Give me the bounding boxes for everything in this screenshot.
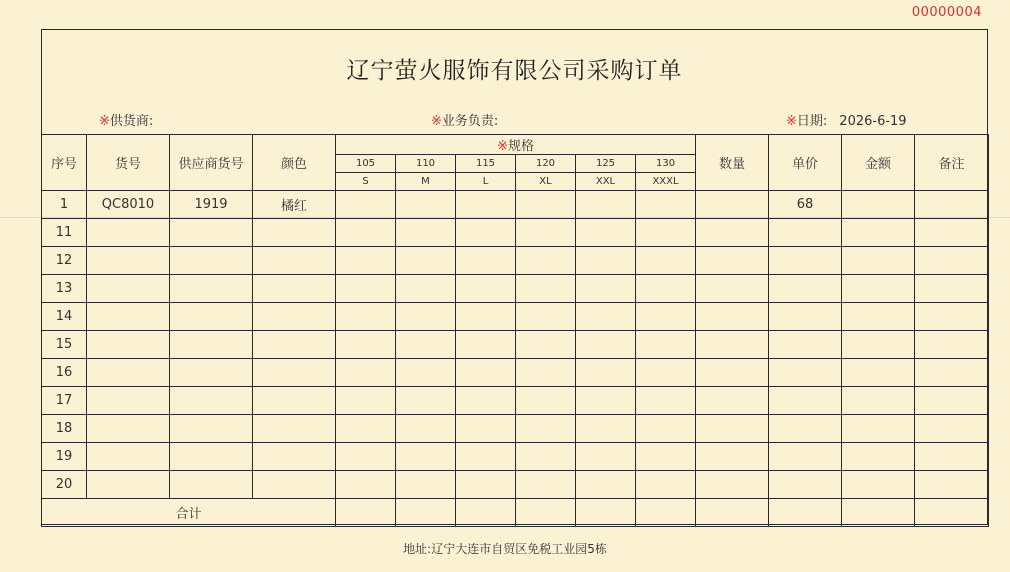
manager-label: 业务负责:	[441, 114, 499, 129]
seq-cell: 19	[42, 443, 87, 471]
size-qty-cell[interactable]	[636, 303, 696, 331]
table-row	[42, 387, 989, 415]
unit-price-cell[interactable]	[769, 443, 842, 471]
required-mark: ※	[99, 114, 110, 129]
note-cell[interactable]	[915, 359, 989, 387]
size-qty-cell[interactable]	[456, 191, 516, 219]
supplier-item-no-cell[interactable]	[170, 359, 253, 387]
header-color: 颜色	[253, 135, 336, 191]
size-qty-cell[interactable]	[516, 191, 576, 219]
size-qty-cell[interactable]	[456, 443, 516, 471]
header-item-no: 货号	[87, 135, 170, 191]
size-qty-cell[interactable]	[336, 219, 396, 247]
size-qty-cell[interactable]	[576, 303, 636, 331]
size-qty-cell[interactable]	[396, 247, 456, 275]
size-qty-cell[interactable]	[336, 303, 396, 331]
unit-price-cell[interactable]: 68	[769, 191, 842, 219]
size-qty-cell[interactable]	[396, 387, 456, 415]
color-cell[interactable]	[253, 331, 336, 359]
size-qty-cell[interactable]	[336, 387, 396, 415]
date-label: 日期:	[796, 114, 828, 129]
unit-price-cell[interactable]	[769, 303, 842, 331]
seq-cell: 20	[42, 471, 87, 499]
supplier-item-no-cell[interactable]	[170, 443, 253, 471]
supplier-item-no-cell[interactable]	[170, 219, 253, 247]
size-label: M	[396, 173, 456, 191]
size-qty-cell[interactable]	[336, 443, 396, 471]
total-cell[interactable]	[576, 499, 636, 527]
size-qty-cell[interactable]	[516, 387, 576, 415]
table-row	[42, 415, 989, 443]
item-no-cell[interactable]	[87, 219, 170, 247]
seq-cell: 15	[42, 331, 87, 359]
supplier-item-no-cell[interactable]	[170, 387, 253, 415]
unit-price-cell[interactable]	[769, 275, 842, 303]
required-mark: ※	[431, 114, 442, 129]
supplier-item-no-cell[interactable]	[170, 331, 253, 359]
size-qty-cell[interactable]	[516, 443, 576, 471]
total-cell[interactable]	[516, 499, 576, 527]
item-no-cell[interactable]	[87, 275, 170, 303]
size-qty-cell[interactable]	[336, 415, 396, 443]
note-cell[interactable]	[915, 331, 989, 359]
size-qty-cell[interactable]	[456, 415, 516, 443]
purchase-order-sheet	[41, 29, 988, 525]
table-row	[42, 191, 989, 219]
unit-price-cell[interactable]	[769, 415, 842, 443]
table-row	[42, 471, 989, 499]
unit-price-cell[interactable]	[769, 247, 842, 275]
size-qty-cell[interactable]	[576, 331, 636, 359]
size-qty-cell[interactable]	[456, 247, 516, 275]
size-qty-cell[interactable]	[636, 275, 696, 303]
size-qty-cell[interactable]	[576, 191, 636, 219]
size-qty-cell[interactable]	[396, 331, 456, 359]
supplier-label: 供货商:	[109, 114, 154, 129]
size-qty-cell[interactable]	[456, 359, 516, 387]
qty-cell[interactable]	[696, 387, 769, 415]
size-qty-cell[interactable]	[516, 219, 576, 247]
required-mark: ※	[786, 114, 797, 129]
header-qty: 数量	[696, 135, 769, 191]
seq-cell: 13	[42, 275, 87, 303]
qty-cell[interactable]	[696, 219, 769, 247]
size-qty-cell[interactable]	[636, 331, 696, 359]
size-qty-cell[interactable]	[336, 191, 396, 219]
amount-cell[interactable]	[842, 303, 915, 331]
size-qty-cell[interactable]	[576, 471, 636, 499]
size-qty-cell[interactable]	[336, 331, 396, 359]
seq-cell: 17	[42, 387, 87, 415]
seq-cell: 14	[42, 303, 87, 331]
unit-price-cell[interactable]	[769, 387, 842, 415]
size-qty-cell[interactable]	[636, 415, 696, 443]
date-value[interactable]: 2026-6-19	[839, 114, 907, 129]
header-spec	[336, 135, 696, 155]
size-qty-cell[interactable]	[396, 303, 456, 331]
amount-cell[interactable]	[842, 471, 915, 499]
supplier-item-no-cell[interactable]	[170, 303, 253, 331]
table-row	[42, 443, 989, 471]
size-qty-cell[interactable]	[636, 247, 696, 275]
color-cell[interactable]	[253, 303, 336, 331]
color-cell[interactable]: 橘红	[253, 191, 336, 219]
seq-cell: 12	[42, 247, 87, 275]
color-cell[interactable]	[253, 443, 336, 471]
size-qty-cell[interactable]	[396, 415, 456, 443]
date-field	[786, 110, 907, 129]
supplier-item-no-cell[interactable]	[170, 471, 253, 499]
size-qty-cell[interactable]	[396, 191, 456, 219]
color-cell[interactable]	[253, 387, 336, 415]
order-title: 辽宁萤火服饰有限公司采购订单	[346, 58, 683, 84]
color-cell[interactable]	[253, 247, 336, 275]
size-qty-cell[interactable]	[516, 331, 576, 359]
size-number: 125	[576, 155, 636, 173]
note-cell[interactable]	[915, 471, 989, 499]
size-number: 120	[516, 155, 576, 173]
total-cell[interactable]	[456, 499, 516, 527]
note-cell[interactable]	[915, 275, 989, 303]
qty-cell[interactable]	[696, 359, 769, 387]
size-qty-cell[interactable]	[396, 443, 456, 471]
note-cell[interactable]	[915, 387, 989, 415]
size-qty-cell[interactable]	[336, 471, 396, 499]
size-qty-cell[interactable]	[516, 359, 576, 387]
size-qty-cell[interactable]	[396, 471, 456, 499]
size-number: 105	[336, 155, 396, 173]
qty-cell[interactable]	[696, 331, 769, 359]
color-cell[interactable]	[253, 415, 336, 443]
note-cell[interactable]	[915, 219, 989, 247]
size-label: L	[456, 173, 516, 191]
total-cell[interactable]	[636, 499, 696, 527]
item-no-cell[interactable]	[87, 387, 170, 415]
size-qty-cell[interactable]	[456, 331, 516, 359]
address-footer: 地址:辽宁大连市自贸区免税工业园5栋	[403, 542, 607, 556]
size-label: XXL	[576, 173, 636, 191]
qty-cell[interactable]	[696, 443, 769, 471]
seq-cell: 11	[42, 219, 87, 247]
size-qty-cell[interactable]	[636, 359, 696, 387]
total-cell[interactable]	[915, 499, 989, 527]
item-no-cell[interactable]: QC8010	[87, 191, 170, 219]
header-seq: 序号	[42, 135, 87, 191]
qty-cell[interactable]	[696, 275, 769, 303]
item-no-cell[interactable]	[87, 359, 170, 387]
table-row	[42, 219, 989, 247]
total-label: 合计	[42, 499, 336, 527]
size-qty-cell[interactable]	[336, 247, 396, 275]
total-row	[42, 499, 989, 527]
item-no-cell[interactable]	[87, 303, 170, 331]
size-qty-cell[interactable]	[456, 387, 516, 415]
header-spec-label: 规格	[507, 139, 534, 154]
color-cell[interactable]	[253, 471, 336, 499]
table-row	[42, 247, 989, 275]
size-qty-cell[interactable]	[576, 219, 636, 247]
note-cell[interactable]	[915, 303, 989, 331]
total-cell[interactable]	[396, 499, 456, 527]
size-qty-cell[interactable]	[336, 359, 396, 387]
header-note: 备注	[915, 135, 989, 191]
item-no-cell[interactable]	[87, 415, 170, 443]
manager-field	[431, 110, 510, 129]
size-number: 115	[456, 155, 516, 173]
seq-cell: 1	[42, 191, 87, 219]
size-qty-cell[interactable]	[636, 471, 696, 499]
size-qty-cell[interactable]	[576, 443, 636, 471]
qty-cell[interactable]	[696, 471, 769, 499]
amount-cell[interactable]	[842, 191, 915, 219]
table-row	[42, 359, 989, 387]
amount-cell[interactable]	[842, 387, 915, 415]
size-qty-cell[interactable]	[456, 219, 516, 247]
header-supplier-item-no: 供应商货号	[170, 135, 253, 191]
qty-cell[interactable]	[696, 303, 769, 331]
amount-cell[interactable]	[842, 219, 915, 247]
table-row	[42, 275, 989, 303]
supplier-item-no-cell[interactable]	[170, 247, 253, 275]
size-qty-cell[interactable]	[456, 275, 516, 303]
size-qty-cell[interactable]	[336, 275, 396, 303]
size-label: S	[336, 173, 396, 191]
size-qty-cell[interactable]	[516, 275, 576, 303]
size-qty-cell[interactable]	[396, 219, 456, 247]
size-qty-cell[interactable]	[516, 471, 576, 499]
order-table	[41, 134, 989, 527]
seq-cell: 16	[42, 359, 87, 387]
total-cell[interactable]	[842, 499, 915, 527]
amount-cell[interactable]	[842, 331, 915, 359]
size-qty-cell[interactable]	[636, 443, 696, 471]
amount-cell[interactable]	[842, 359, 915, 387]
unit-price-cell[interactable]	[769, 219, 842, 247]
unit-price-cell[interactable]	[769, 359, 842, 387]
header-amount: 金额	[842, 135, 915, 191]
note-cell[interactable]	[915, 247, 989, 275]
size-qty-cell[interactable]	[636, 219, 696, 247]
table-row	[42, 331, 989, 359]
item-no-cell[interactable]	[87, 331, 170, 359]
size-number: 110	[396, 155, 456, 173]
amount-cell[interactable]	[842, 443, 915, 471]
color-cell[interactable]	[253, 359, 336, 387]
unit-price-cell[interactable]	[769, 331, 842, 359]
color-cell[interactable]	[253, 275, 336, 303]
color-cell[interactable]	[253, 219, 336, 247]
size-number: 130	[636, 155, 696, 173]
seq-cell: 18	[42, 415, 87, 443]
supplier-item-no-cell[interactable]	[170, 275, 253, 303]
size-qty-cell[interactable]	[516, 247, 576, 275]
amount-cell[interactable]	[842, 415, 915, 443]
size-label: XL	[516, 173, 576, 191]
supplier-item-no-cell[interactable]: 1919	[170, 191, 253, 219]
note-cell[interactable]	[915, 415, 989, 443]
size-qty-cell[interactable]	[396, 275, 456, 303]
total-cell[interactable]	[696, 499, 769, 527]
size-qty-cell[interactable]	[636, 387, 696, 415]
size-qty-cell[interactable]	[456, 303, 516, 331]
amount-cell[interactable]	[842, 247, 915, 275]
table-row	[42, 303, 989, 331]
supplier-field	[99, 110, 165, 129]
total-cell[interactable]	[336, 499, 396, 527]
required-mark: ※	[497, 139, 508, 154]
size-qty-cell[interactable]	[396, 359, 456, 387]
qty-cell[interactable]	[696, 247, 769, 275]
item-no-cell[interactable]	[87, 471, 170, 499]
size-qty-cell[interactable]	[576, 359, 636, 387]
size-label: XXXL	[636, 173, 696, 191]
size-qty-cell[interactable]	[576, 387, 636, 415]
qty-cell[interactable]	[696, 191, 769, 219]
size-qty-cell[interactable]	[636, 191, 696, 219]
amount-cell[interactable]	[842, 275, 915, 303]
size-qty-cell[interactable]	[576, 275, 636, 303]
size-qty-cell[interactable]	[516, 303, 576, 331]
size-qty-cell[interactable]	[576, 247, 636, 275]
item-no-cell[interactable]	[87, 443, 170, 471]
qty-cell[interactable]	[696, 415, 769, 443]
total-cell[interactable]	[769, 499, 842, 527]
unit-price-cell[interactable]	[769, 471, 842, 499]
note-cell[interactable]	[915, 191, 989, 219]
header-unit-price: 单价	[769, 135, 842, 191]
document-number: 00000004	[911, 5, 982, 20]
supplier-item-no-cell[interactable]	[170, 415, 253, 443]
note-cell[interactable]	[915, 443, 989, 471]
item-no-cell[interactable]	[87, 247, 170, 275]
size-qty-cell[interactable]	[576, 415, 636, 443]
size-qty-cell[interactable]	[516, 415, 576, 443]
size-qty-cell[interactable]	[456, 471, 516, 499]
